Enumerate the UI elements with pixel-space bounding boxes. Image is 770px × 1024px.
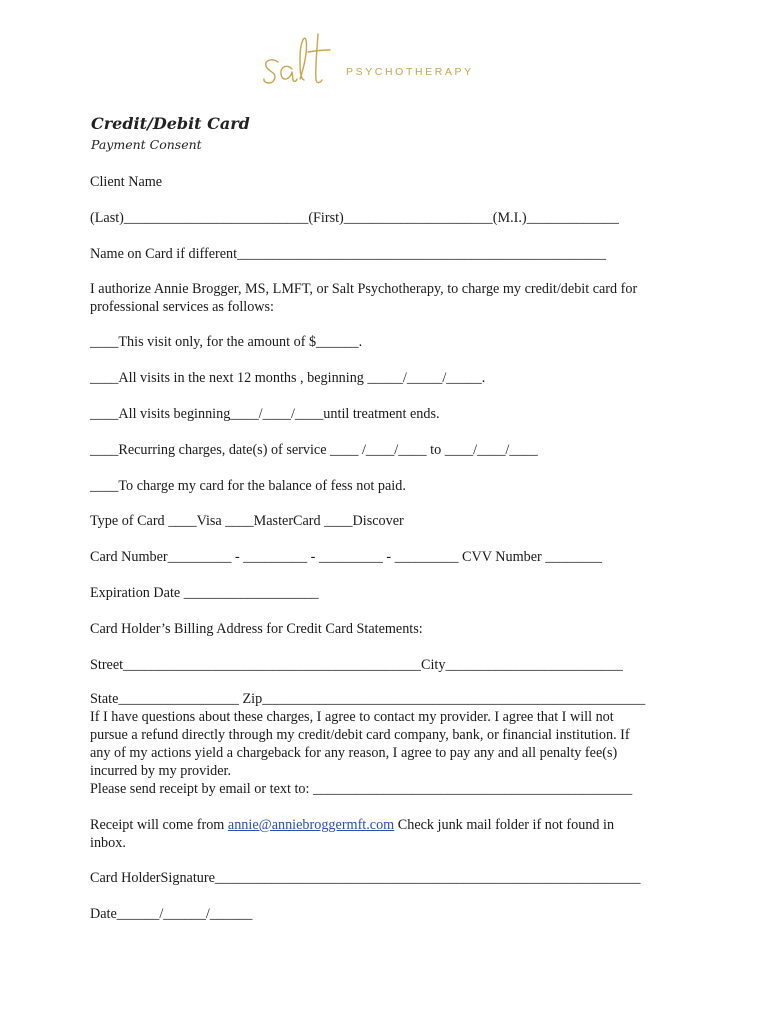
form-title: Credit/Debit Card — [91, 114, 250, 133]
option-all-visits[interactable]: ____All visits beginning____/____/____until treatment ends. — [90, 406, 440, 422]
authorization-text-line2: professional services as follows: — [90, 299, 275, 315]
authorization-text-line1: I authorize Annie Brogger, MS, LMFT, or Salt Psychotherapy, to charge my credit/debit card for — [90, 281, 638, 297]
salt-psychotherapy-logo — [250, 22, 490, 92]
questions-text-line1: If I have questions about these charges, I agree to contact my provider. I agree that I will not — [90, 709, 614, 725]
street-city-field[interactable]: Street__________________________________________City_________________________ — [90, 657, 623, 673]
receipt-email-link[interactable]: annie@anniebroggermft.com — [227, 817, 395, 833]
state-zip-field[interactable]: State_________________ Zip______________________________________________________ — [90, 691, 646, 707]
card-type-field[interactable]: Type of Card ____Visa ____MasterCard ____Discover — [90, 513, 404, 529]
logo-subtitle: PSYCHOTHERAPY — [346, 66, 474, 78]
questions-text-line3: any of my actions yield a chargeback for any reason, I agree to pay any and all penalty fee(s) — [90, 745, 618, 761]
receipt-suffix-text: Check junk mail folder if not found in — [394, 817, 615, 833]
receipt-info-line2: inbox. — [90, 835, 126, 851]
option-balance-not-paid[interactable]: ____To charge my card for the balance of fess not paid. — [90, 478, 406, 494]
form-subtitle: Payment Consent — [91, 137, 202, 152]
client-name-label: Client Name — [90, 174, 163, 190]
questions-text-line4: incurred by my provider. — [90, 763, 232, 779]
receipt-contact-field[interactable]: Please send receipt by email or text to: _____________________________________________ — [90, 781, 633, 797]
option-recurring-charges[interactable]: ____Recurring charges, date(s) of service ____ /____/____ to ____/____/____ — [90, 442, 538, 458]
option-this-visit-only[interactable]: ____This visit only, for the amount of $______. — [90, 334, 363, 350]
date-field[interactable]: Date______/______/______ — [90, 906, 253, 922]
salt-script-logo-icon — [250, 22, 350, 88]
expiration-date-field[interactable]: Expiration Date ___________________ — [90, 585, 319, 601]
billing-address-label: Card Holder’s Billing Address for Credit Card Statements: — [90, 621, 423, 637]
card-number-field[interactable]: Card Number_________ - _________ - _________ - _________ CVV Number ________ — [90, 549, 603, 565]
card-holder-signature-field[interactable]: Card HolderSignature____________________________________________________________ — [90, 870, 641, 886]
client-name-fields[interactable]: (Last)__________________________(First)_____________________(M.I.)_____________ — [90, 210, 619, 226]
questions-text-line2: pursue a refund directly through my credit/debit card company, bank, or financial institution. If — [90, 727, 630, 743]
name-on-card-field[interactable]: Name on Card if different____________________________________________________ — [90, 246, 606, 262]
receipt-info-line1 — [90, 816, 614, 834]
option-next-12-months[interactable]: ____All visits in the next 12 months , beginning _____/_____/_____. — [90, 370, 486, 386]
receipt-prefix-text: Receipt will come from — [90, 817, 228, 833]
